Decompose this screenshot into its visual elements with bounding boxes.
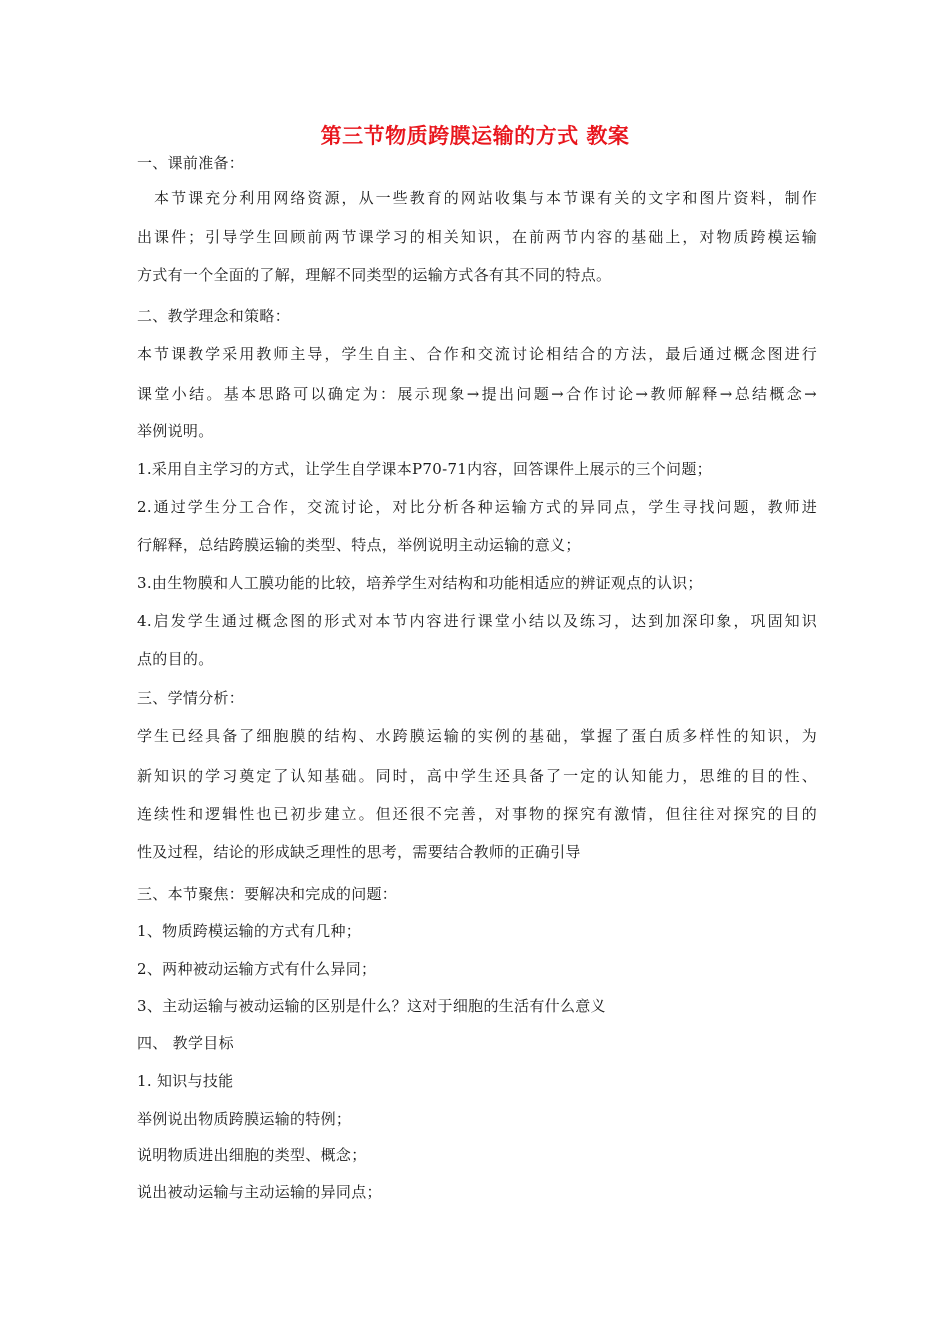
subheading-knowledge-skills: 1. 知识与技能	[137, 1072, 234, 1090]
list-item: 1、物质跨模运输的方式有几种；	[137, 922, 362, 940]
section-heading-focus: 三、本节聚焦：要解决和完成的问题：	[137, 885, 398, 903]
list-item: 2、两种被动运输方式有什么异同；	[137, 960, 377, 978]
paragraph-line: 新知识的学习奠定了认知基础。同时，高中学生还具备了一定的认知能力，思维的目的性、	[137, 767, 817, 785]
objective-item: 举例说出物质跨膜运输的特例；	[137, 1110, 352, 1128]
list-item: 1.采用自主学习的方式，让学生自学课本P70-71内容，回答课件上展示的三个问题；	[137, 460, 712, 478]
section-heading-preparation: 一、课前准备：	[137, 154, 245, 172]
paragraph-line: 课堂小结。基本思路可以确定为：展示现象→提出问题→合作讨论→教师解释→总结概念→	[137, 385, 817, 403]
list-item: 3.由生物膜和人工膜功能的比较，培养学生对结构和功能相适应的辨证观点的认识；	[137, 574, 703, 592]
section-heading-analysis: 三、学情分析：	[137, 689, 245, 707]
paragraph-line: 本节课教学采用教师主导，学生自主、合作和交流讨论相结合的方法，最后通过概念图进行	[137, 345, 817, 363]
paragraph-line: 连续性和逻辑性也已初步建立。但还很不完善，对事物的探究有激情，但往往对探究的目的	[137, 805, 817, 823]
list-item-continuation: 行解释，总结跨膜运输的类型、特点，举例说明主动运输的意义；	[137, 536, 581, 554]
section-heading-strategy: 二、教学理念和策略：	[137, 307, 291, 325]
document-title: 第三节物质跨膜运输的方式 教案	[320, 124, 630, 148]
paragraph-line: 本节课充分利用网络资源，从一些教育的网站收集与本节课有关的文字和图片资料，制作	[137, 189, 817, 207]
objective-item: 说明物质进出细胞的类型、概念；	[137, 1146, 367, 1164]
paragraph-line: 方式有一个全面的了解，理解不同类型的运输方式各有其不同的特点。	[137, 266, 612, 284]
paragraph-line: 学生已经具备了细胞膜的结构、水跨膜运输的实例的基础，掌握了蛋白质多样性的知识，为	[137, 727, 817, 745]
paragraph-line: 出课件；引导学生回顾前两节课学习的相关知识，在前两节内容的基础上，对物质跨模运输	[137, 228, 817, 246]
list-item: 2.通过学生分工合作，交流讨论，对比分析各种运输方式的异同点，学生寻找问题，教师进	[137, 498, 817, 516]
objective-item: 说出被动运输与主动运输的异同点；	[137, 1183, 382, 1201]
list-item: 4.启发学生通过概念图的形式对本节内容进行课堂小结以及练习，达到加深印象，巩固知识	[137, 612, 817, 630]
list-item: 3、主动运输与被动运输的区别是什么？这对于细胞的生活有什么意义	[137, 997, 606, 1015]
paragraph-line: 性及过程，结论的形成缺乏理性的思考，需要结合教师的正确引导	[137, 843, 581, 861]
list-item-continuation: 点的目的。	[137, 650, 214, 668]
section-heading-objectives: 四、 教学目标	[137, 1034, 234, 1052]
paragraph-line: 举例说明。	[137, 422, 214, 440]
